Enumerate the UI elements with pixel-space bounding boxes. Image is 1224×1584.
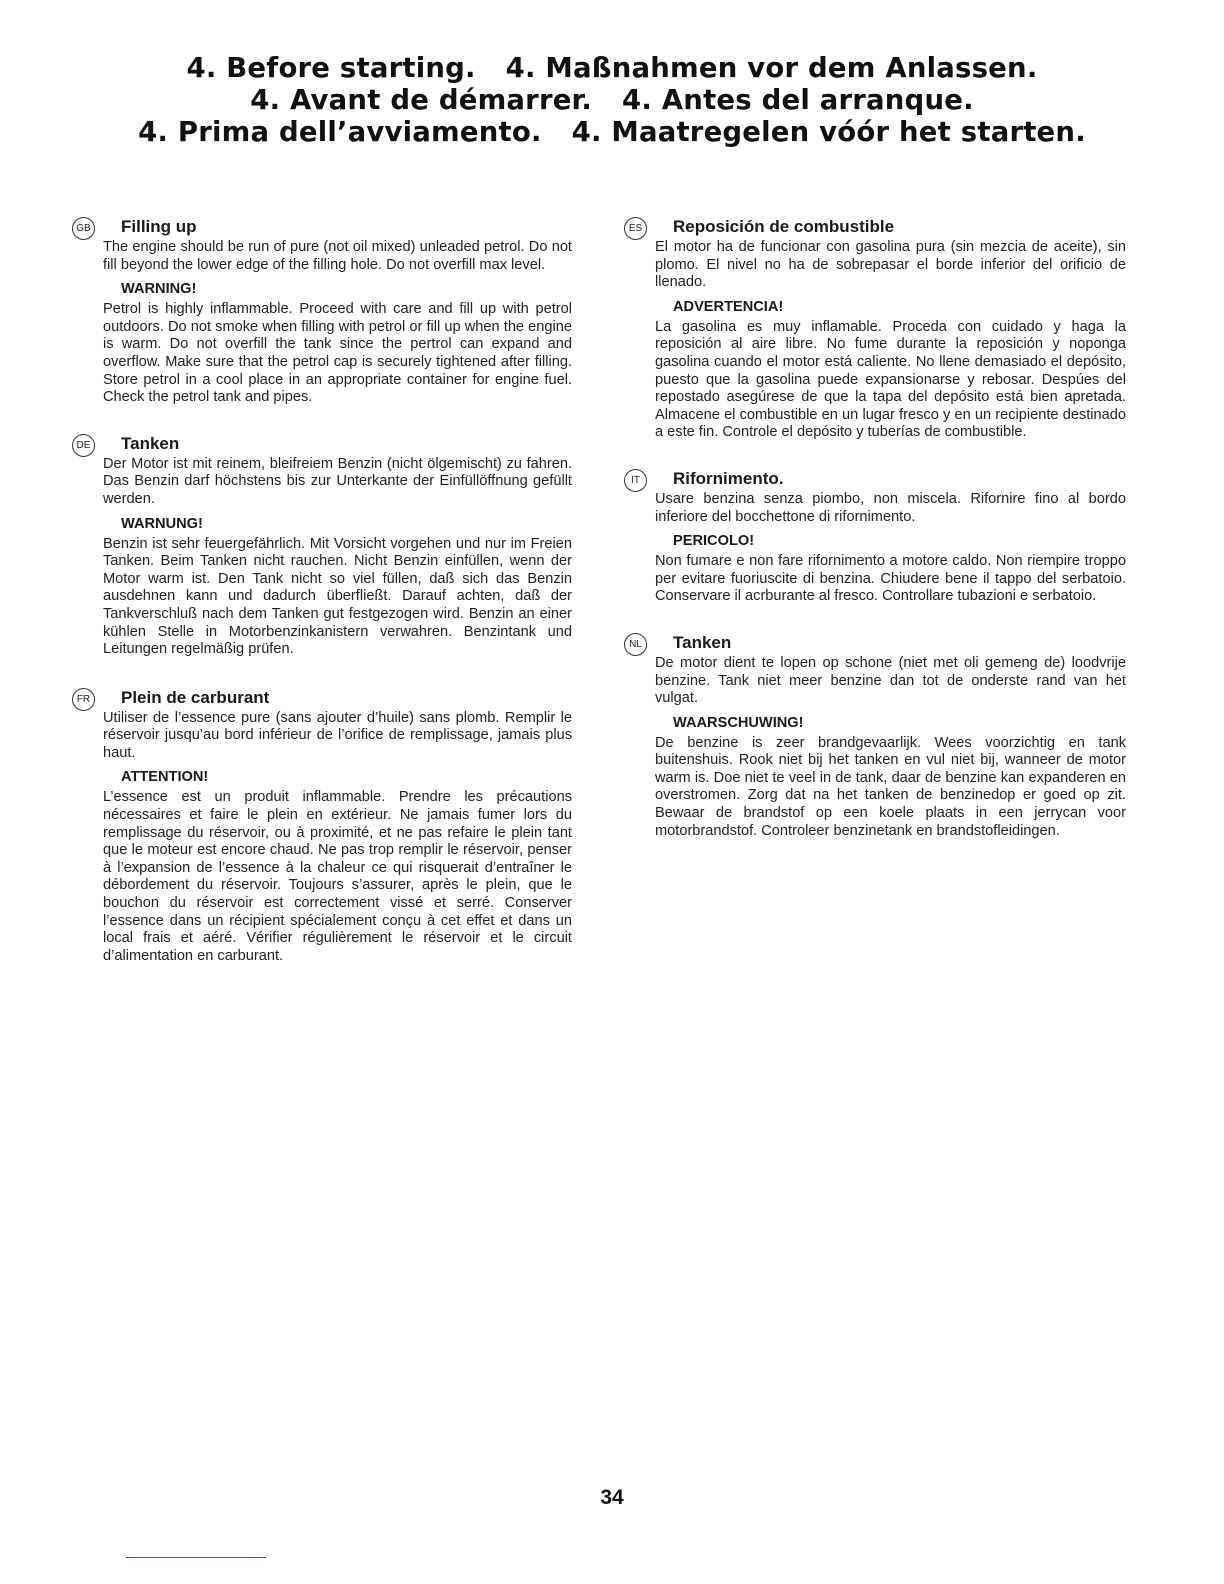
section-intro: El motor ha de funcionar con gasolina pura (sin mezcia de aceite), sin plomo. El nivel no ha de sobrepasar el borde inferior del orificio de llenado. <box>655 239 1126 291</box>
warning-text: La gasolina es muy inflamable. Proceda con cuidado y haga la reposición al aire libre. No fume durante la reposición y noponga gasolina cuando el motor está caliente. No llene demasiado el depósito, puesto que la gasolina puede expansionarse y rebosar. Despúes del repostado asegúrese de que la tapa del depósito está bien apretada. Almacene el combustible en un lugar fresco y en un recipiente destinado a este fin. Controle el depósito y tuberías de combustible. <box>655 318 1126 441</box>
warning-text: L’essence est un produit inflammable. Prendre les précautions nécessaires et faire le plein en extérieur. Ne jamais fumer lors du remplissage du réservoir, ou à proximité, et ne pas refaire le plein tant que le moteur est encore chaud. Ne pas trop remplir le réservoir, penser à l’expansion de l’essence à la chaleur ce qui risquerait d’entraîner le débordement du réservoir. Toujours s’assurer, après le plein, que le bouchon du réservoir est correctement vissé et serré. Conserver l’essence dans un récipient spécialement conçu à cet effet et dans un local frais et aéré. Vérifier régulièrement le réservoir et le circuit d’alimentation en carburant. <box>103 789 572 964</box>
section-intro: The engine should be run of pure (not oil mixed) unleaded petrol. Do not fill beyond the lower edge of the filling hole. Do not overfill max level. <box>103 239 572 273</box>
title-fr: 4. Avant de démarrer. <box>250 84 593 116</box>
section-heading: Tanken <box>121 433 180 453</box>
page-number: 34 <box>600 1486 624 1509</box>
language-badge-de-icon: DE <box>72 434 95 457</box>
section-gb <box>72 216 572 407</box>
section-heading: Plein de carburant <box>121 687 270 707</box>
title-line-1 <box>0 52 1224 84</box>
section-intro: Der Motor ist mit reinem, bleifreiem Benzin (nicht ölgemischt) zu fahren. Das Benzin darf höchstens bis zur Unterkante der Einfüllöffnung gefüllt werden. <box>103 455 572 507</box>
left-column <box>72 212 572 965</box>
warning-text: Benzin ist sehr feuergefährlich. Mit Vorsicht vorgehen und nur im Freien Tanken. Beim Tanken nicht rauchen. Nicht Benzin einfüllen, wenn der Motor warm ist. Den Tank nicht so viel füllen, daß sich das Benzin ausdehnen kann und dadurch überfließt. Darauf achten, daß der Tankverschluß nach dem Tanken gut festgezogen wird. Benzin an einer kühlen Stelle in Motorbenzinkanistern verwahren. Benzintank und Leitungen regelmäßig prüfen. <box>103 535 572 658</box>
language-badge-it-icon: IT <box>624 469 647 492</box>
title-line-3 <box>0 116 1224 148</box>
warning-text: Non fumare e non fare rifornimento a motore caldo. Non riempire troppo per evitare fuoriuscite di benzina. Chiudere bene il tappo del serbatoio. Conservare il acrburante al fresco. Controllare tubazioni e serbatoio. <box>655 553 1126 605</box>
footer-divider <box>126 1557 266 1558</box>
title-gb: 4. Before starting. <box>186 52 476 84</box>
section-es <box>624 216 1126 442</box>
language-badge-fr-icon: FR <box>72 688 95 711</box>
language-badge-nl-icon: NL <box>624 633 647 656</box>
section-fr <box>72 687 572 966</box>
title-line-2 <box>0 84 1224 116</box>
page-title <box>0 52 1224 148</box>
warning-label: ATTENTION! <box>121 769 209 786</box>
section-heading: Filling up <box>121 217 197 236</box>
language-badge-es-icon: ES <box>624 217 647 240</box>
title-de: 4. Maßnahmen vor dem Anlassen. <box>505 52 1038 84</box>
warning-label: WARNUNG! <box>121 515 203 532</box>
section-de <box>72 433 572 659</box>
section-intro: Utiliser de l’essence pure (sans ajouter d’huile) sans plomb. Remplir le réservoir jusqu’au bord inférieur de l’orifice de remplissage, jamais plus haut. <box>103 709 572 761</box>
section-heading: Reposición de combustible <box>673 217 895 236</box>
section-nl <box>624 632 1126 840</box>
warning-text: Petrol is highly inflammable. Proceed with care and fill up with petrol outdoors. Do not smoke when filling with petrol or fill up when the engine is warm. Do not overfill the tank since the pertrol can expand and overflow. Make sure that the petrol cap is securely tightened after filling. Store petrol in a cool place in an appropriate container for engine fuel. Check the petrol tank and pipes. <box>103 301 572 406</box>
warning-text: De benzine is zeer brandgevaarlijk. Wees voorzichtig en tank buitenshuis. Rook niet bij het tanken en vul niet bij, wanneer de motor warm is. Doe niet te veel in de tank, daar de benzine kan expanderen en overstromen. Zorg dat na het tanken de benzinedop er goed op zit. Bewaar de brandstof op een koele plaats in een jerrycan voor motorbrandstof. Controleer benzinetank en brandstofleidingen. <box>655 734 1126 839</box>
title-it: 4. Prima dell’avviamento. <box>138 116 542 148</box>
section-heading: Rifornimento. <box>673 468 784 488</box>
title-nl: 4. Maatregelen vóór het starten. <box>571 116 1086 148</box>
section-heading: Tanken <box>673 632 732 652</box>
right-column <box>624 212 1126 840</box>
warning-label: PERICOLO! <box>673 533 755 550</box>
section-intro: De motor dient te lopen op schone (niet met oli gemeng de) loodvrije benzine. Tank niet meer benzine dan tot de onderste rand van het vulgat. <box>655 654 1126 707</box>
warning-label: ADVERTENCIA! <box>673 298 784 315</box>
warning-label: WARNING! <box>121 281 197 298</box>
section-it <box>624 468 1126 606</box>
title-es: 4. Antes del arranque. <box>622 84 974 116</box>
section-intro: Usare benzina senza piombo, non miscela. Rifornire fino al bordo inferiore del bocchettone di rifornimento. <box>655 490 1126 525</box>
warning-label: WAARSCHUWING! <box>673 714 804 731</box>
language-badge-gb-icon: GB <box>72 217 95 240</box>
